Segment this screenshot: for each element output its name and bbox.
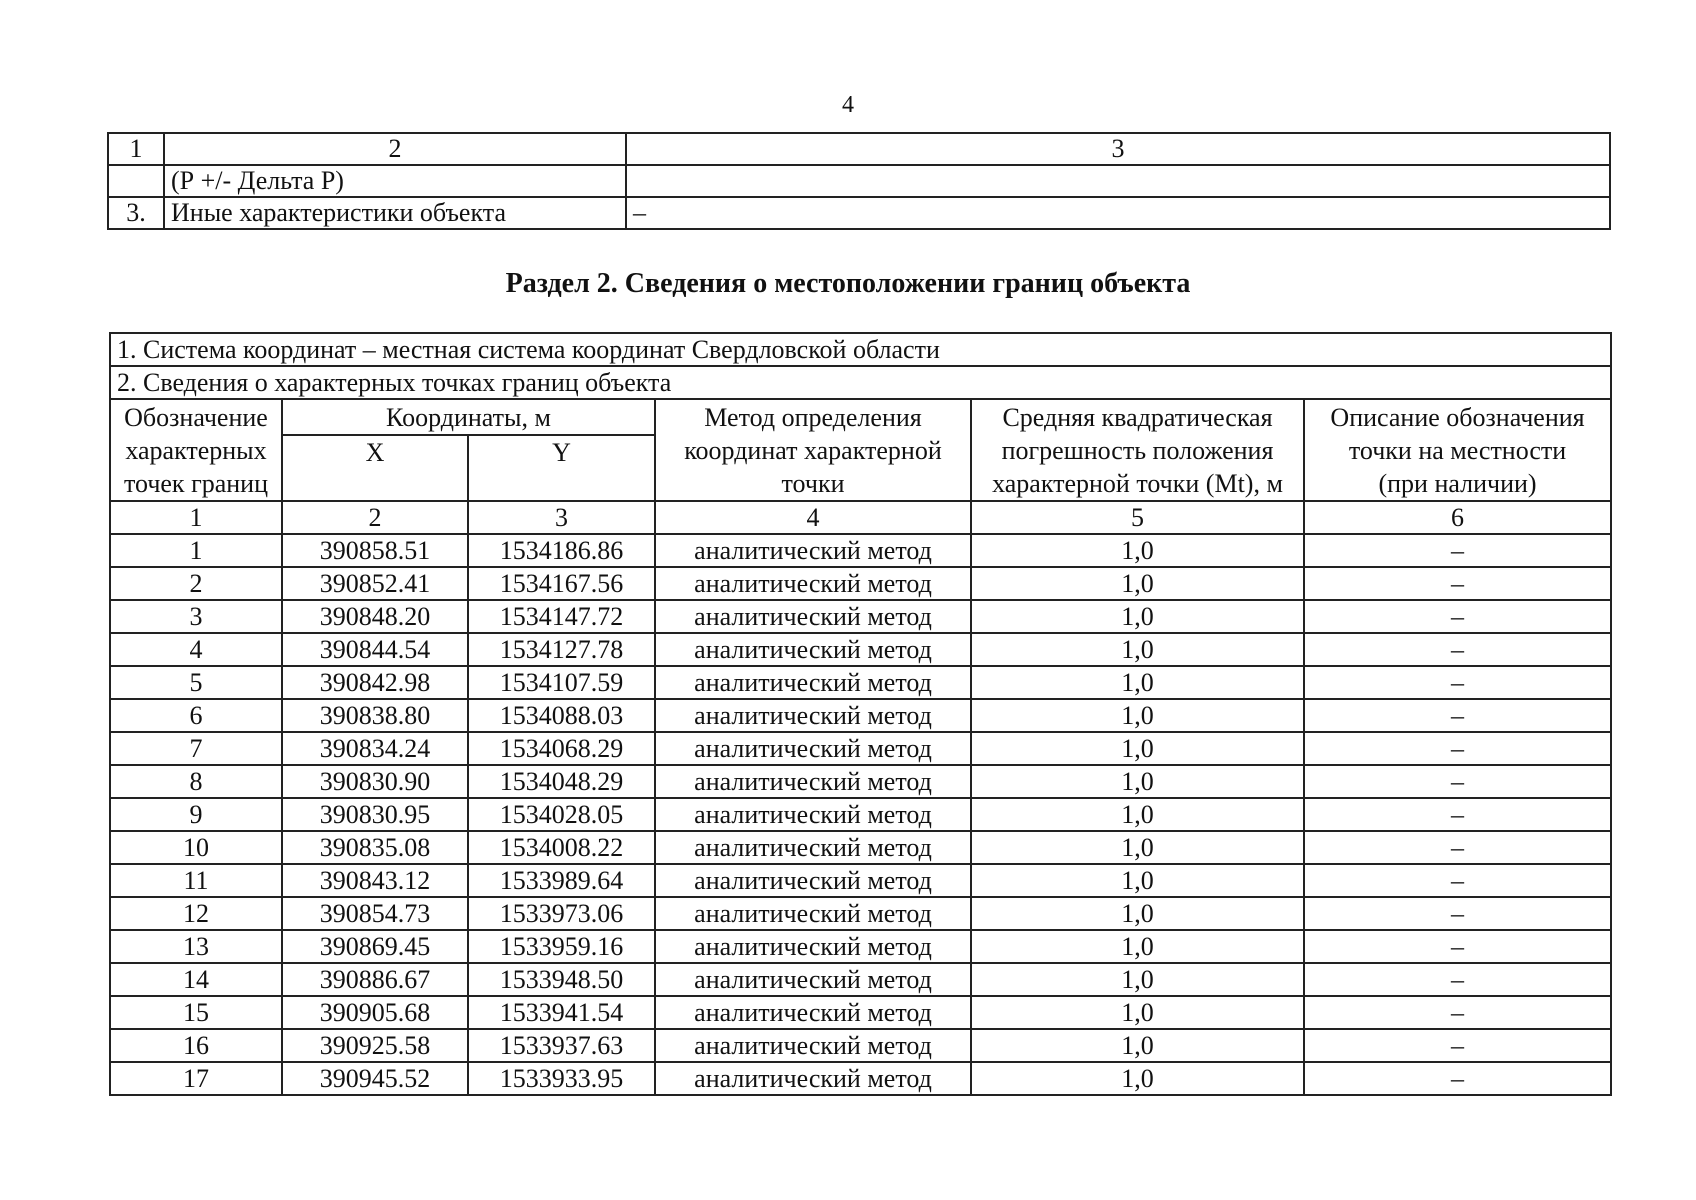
x-header: X [282, 435, 468, 501]
description-cell: – [1304, 996, 1611, 1029]
error-cell: 1,0 [971, 633, 1304, 666]
characteristic-value: – [626, 197, 1610, 229]
table-row [108, 197, 1610, 229]
method-cell: аналитический метод [655, 666, 971, 699]
error-cell: 1,0 [971, 1029, 1304, 1062]
method-cell: аналитический метод [655, 831, 971, 864]
x-coordinate: 390854.73 [282, 897, 468, 930]
y-coordinate: 1534167.56 [468, 567, 655, 600]
coord-system-text: 1. Система координат – местная система координат Свердловской области [110, 333, 1611, 366]
table-row [110, 930, 1611, 963]
characteristic-value [626, 165, 1610, 197]
column-number: 3 [626, 133, 1610, 165]
y-coordinate: 1534028.05 [468, 798, 655, 831]
designation-header [110, 399, 282, 501]
column-number: 2 [164, 133, 626, 165]
point-number: 2 [110, 567, 282, 600]
y-coordinate: 1533941.54 [468, 996, 655, 1029]
header-line: Метод определения [704, 403, 922, 432]
table-row [110, 1029, 1611, 1062]
y-coordinate: 1533937.63 [468, 1029, 655, 1062]
row-number [108, 165, 164, 197]
description-cell: – [1304, 1062, 1611, 1095]
header-line: точки на местности [1348, 436, 1567, 465]
method-cell: аналитический метод [655, 633, 971, 666]
column-number: 1 [110, 501, 282, 534]
error-cell: 1,0 [971, 798, 1304, 831]
x-coordinate: 390834.24 [282, 732, 468, 765]
table-row [110, 534, 1611, 567]
description-cell: – [1304, 798, 1611, 831]
error-cell: 1,0 [971, 666, 1304, 699]
point-number: 1 [110, 534, 282, 567]
y-coordinate: 1533948.50 [468, 963, 655, 996]
coord-system-row [110, 333, 1611, 366]
method-cell: аналитический метод [655, 1062, 971, 1095]
method-cell: аналитический метод [655, 534, 971, 567]
x-coordinate: 390886.67 [282, 963, 468, 996]
description-cell: – [1304, 897, 1611, 930]
points-body [110, 534, 1611, 1095]
header-line: Описание обозначения [1330, 403, 1585, 432]
y-coordinate: 1533989.64 [468, 864, 655, 897]
section-title: Раздел 2. Сведения о местоположении границ объекта [505, 268, 1191, 299]
y-coordinate: 1533959.16 [468, 930, 655, 963]
header-line: координат характерной [684, 436, 942, 465]
method-cell: аналитический метод [655, 963, 971, 996]
point-number: 13 [110, 930, 282, 963]
y-coordinate: 1534127.78 [468, 633, 655, 666]
x-coordinate: 390852.41 [282, 567, 468, 600]
error-cell: 1,0 [971, 897, 1304, 930]
method-cell: аналитический метод [655, 765, 971, 798]
description-cell: – [1304, 765, 1611, 798]
point-number: 14 [110, 963, 282, 996]
description-cell: – [1304, 633, 1611, 666]
description-cell: – [1304, 831, 1611, 864]
y-coordinate: 1534068.29 [468, 732, 655, 765]
point-number: 15 [110, 996, 282, 1029]
error-cell: 1,0 [971, 963, 1304, 996]
point-number: 6 [110, 699, 282, 732]
point-number: 9 [110, 798, 282, 831]
x-coordinate: 390925.58 [282, 1029, 468, 1062]
table-row [110, 765, 1611, 798]
x-coordinate: 390830.90 [282, 765, 468, 798]
point-number: 10 [110, 831, 282, 864]
y-coordinate: 1534008.22 [468, 831, 655, 864]
error-header [971, 399, 1304, 501]
table-row [110, 831, 1611, 864]
x-coordinate: 390835.08 [282, 831, 468, 864]
point-number: 17 [110, 1062, 282, 1095]
table-row [110, 897, 1611, 930]
table-header-row [108, 133, 1610, 165]
method-header [655, 399, 971, 501]
error-cell: 1,0 [971, 534, 1304, 567]
points-title-text: 2. Сведения о характерных точках границ объекта [110, 366, 1611, 399]
description-cell: – [1304, 732, 1611, 765]
table-row [110, 963, 1611, 996]
header-line: (при наличии) [1378, 469, 1537, 498]
y-coordinate: 1534088.03 [468, 699, 655, 732]
description-cell: – [1304, 666, 1611, 699]
method-cell: аналитический метод [655, 930, 971, 963]
y-coordinate: 1534048.29 [468, 765, 655, 798]
x-coordinate: 390858.51 [282, 534, 468, 567]
description-cell: – [1304, 567, 1611, 600]
header-line: точек границ [123, 469, 269, 498]
row-number: 3. [108, 197, 164, 229]
error-cell: 1,0 [971, 699, 1304, 732]
method-cell: аналитический метод [655, 996, 971, 1029]
error-cell: 1,0 [971, 996, 1304, 1029]
table-row [110, 567, 1611, 600]
method-cell: аналитический метод [655, 732, 971, 765]
point-number: 4 [110, 633, 282, 666]
error-cell: 1,0 [971, 930, 1304, 963]
header-line: характерной точки (Mt), м [992, 469, 1283, 498]
table-header-row [110, 399, 1611, 435]
error-cell: 1,0 [971, 864, 1304, 897]
y-coordinate: 1534107.59 [468, 666, 655, 699]
column-number: 3 [468, 501, 655, 534]
point-number: 3 [110, 600, 282, 633]
characteristic-name: (Р +/- Дельта Р) [164, 165, 626, 197]
table-row [110, 798, 1611, 831]
table-row [110, 732, 1611, 765]
table-row [110, 600, 1611, 633]
method-cell: аналитический метод [655, 567, 971, 600]
points-title-row [110, 366, 1611, 399]
y-coordinate: 1534186.86 [468, 534, 655, 567]
coordinates-header: Координаты, м [282, 399, 655, 435]
x-coordinate: 390869.45 [282, 930, 468, 963]
characteristic-name: Иные характеристики объекта [164, 197, 626, 229]
error-cell: 1,0 [971, 765, 1304, 798]
description-cell: – [1304, 963, 1611, 996]
x-coordinate: 390844.54 [282, 633, 468, 666]
method-cell: аналитический метод [655, 699, 971, 732]
header-line: Средняя квадратическая [1002, 403, 1273, 432]
x-coordinate: 390945.52 [282, 1062, 468, 1095]
header-line: характерных [125, 436, 267, 465]
x-coordinate: 390843.12 [282, 864, 468, 897]
table-row [110, 699, 1611, 732]
description-cell: – [1304, 600, 1611, 633]
table-row [108, 165, 1610, 197]
column-number: 2 [282, 501, 468, 534]
header-line: Обозначение [124, 403, 268, 432]
point-number: 12 [110, 897, 282, 930]
x-coordinate: 390842.98 [282, 666, 468, 699]
x-coordinate: 390848.20 [282, 600, 468, 633]
column-number: 4 [655, 501, 971, 534]
column-number: 1 [108, 133, 164, 165]
description-cell: – [1304, 699, 1611, 732]
method-cell: аналитический метод [655, 600, 971, 633]
point-number: 11 [110, 864, 282, 897]
error-cell: 1,0 [971, 732, 1304, 765]
table-row [110, 633, 1611, 666]
point-number: 5 [110, 666, 282, 699]
x-coordinate: 390830.95 [282, 798, 468, 831]
header-line: точки [781, 469, 845, 498]
table-row [110, 666, 1611, 699]
error-cell: 1,0 [971, 1062, 1304, 1095]
error-cell: 1,0 [971, 831, 1304, 864]
method-cell: аналитический метод [655, 864, 971, 897]
table-row [110, 996, 1611, 1029]
error-cell: 1,0 [971, 600, 1304, 633]
table-row [110, 864, 1611, 897]
method-cell: аналитический метод [655, 1029, 971, 1062]
description-cell: – [1304, 1029, 1611, 1062]
characteristics-table [107, 132, 1611, 230]
point-number: 8 [110, 765, 282, 798]
description-header [1304, 399, 1611, 501]
column-numbers-row [110, 501, 1611, 534]
description-cell: – [1304, 930, 1611, 963]
table-row [110, 1062, 1611, 1095]
point-number: 7 [110, 732, 282, 765]
y-coordinate: 1533933.95 [468, 1062, 655, 1095]
description-cell: – [1304, 534, 1611, 567]
column-number: 6 [1304, 501, 1611, 534]
method-cell: аналитический метод [655, 798, 971, 831]
description-cell: – [1304, 864, 1611, 897]
y-header: Y [468, 435, 655, 501]
method-cell: аналитический метод [655, 897, 971, 930]
x-coordinate: 390905.68 [282, 996, 468, 1029]
column-number: 5 [971, 501, 1304, 534]
y-coordinate: 1534147.72 [468, 600, 655, 633]
header-line: погрешность положения [1001, 436, 1274, 465]
x-coordinate: 390838.80 [282, 699, 468, 732]
y-coordinate: 1533973.06 [468, 897, 655, 930]
point-number: 16 [110, 1029, 282, 1062]
error-cell: 1,0 [971, 567, 1304, 600]
page-number: 4 [842, 92, 854, 118]
boundary-points-table [109, 332, 1612, 1096]
